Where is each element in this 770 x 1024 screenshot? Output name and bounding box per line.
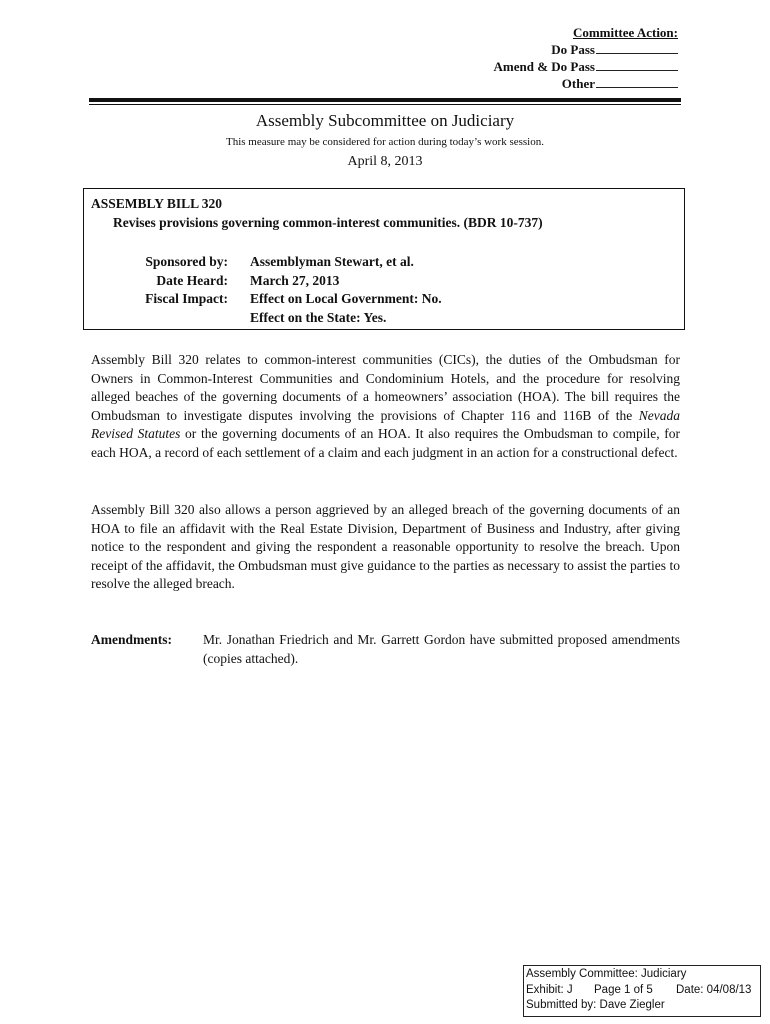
exhibit-date: Date: 04/08/13 [676, 983, 752, 996]
exhibit-info-row [526, 983, 760, 999]
bill-number: ASSEMBLY BILL 320 [91, 196, 223, 211]
date-heard-value: March 27, 2013 [250, 272, 340, 288]
fiscal-impact-label: Fiscal Impact: [145, 291, 228, 306]
work-session-note: This measure may be considered for action during today’s work session. [225, 136, 544, 148]
paragraph-text: Assembly Bill 320 relates to common-interest communities (CICs), the duties of the Ombudsman for Owners in Common-Interest Communities and Condominium Hotels, and the procedure for resolving alleged beaches of the governing documents of a homeowners’ association (HOA). The bill requires the Ombudsman to investigate disputes involving the provisions of Chapter 116 and 116B of the [91, 352, 680, 423]
committee-action-item [494, 41, 678, 58]
sponsor-label: Sponsored by: [145, 254, 228, 269]
header-divider-thick [89, 98, 681, 102]
amendments-text: Mr. Jonathan Friedrich and Mr. Garrett Gordon have submitted proposed amendments (copies attached). [203, 632, 680, 666]
sponsor-value: Assemblyman Stewart, et al. [250, 254, 414, 269]
fiscal-state-row [110, 309, 442, 328]
exhibit-page: Page 1 of 5 [594, 983, 653, 996]
committee-action-item [494, 75, 678, 92]
summary-paragraph-1 [91, 351, 680, 462]
bill-title: Revises provisions governing common-interest communities. (BDR 10-737) [113, 215, 543, 230]
sponsor-row [110, 253, 442, 272]
bill-summary-box [83, 188, 685, 330]
date-heard-label: Date Heard: [156, 272, 228, 288]
committee-action-title: Committee Action: [572, 25, 678, 40]
bill-details [110, 253, 442, 327]
hearing-date: April 8, 2013 [347, 154, 423, 169]
date-heard-row [110, 272, 442, 291]
committee-action-label: Amend & Do Pass [493, 59, 595, 74]
exhibit-submitted-by: Submitted by: Dave Ziegler [526, 999, 665, 1011]
committee-action-label: Other [561, 76, 595, 91]
fiscal-impact-row [110, 290, 442, 309]
fiscal-local-value: Effect on Local Government: No. [250, 291, 442, 306]
exhibit-stamp [523, 965, 761, 1017]
exhibit-letter: Exhibit: J [526, 983, 573, 996]
fiscal-spacer [110, 309, 228, 328]
exhibit-committee: Assembly Committee: Judiciary [526, 968, 687, 980]
summary-paragraph-2: Assembly Bill 320 also allows a person aggrieved by an alleged breach of the governing documents of an HOA to file an affidavit with the Real Estate Division, Department of Business and Industry, after giving notice to the respondent and giving the respondent a reasonable opportunity to resolve the breach. Upon receipt of the affidavit, the Ombudsman must give guidance to the parties as necessary to assist the parties to resolve the alleged breach. [91, 502, 680, 591]
signature-blank [596, 59, 678, 71]
header-divider-thin [89, 104, 681, 105]
fiscal-state-value: Effect on the State: Yes. [250, 309, 387, 325]
paragraph-text: or the governing documents of an HOA. It also requires the Ombudsman to compile, for each HOA, a record of each settlement of a claim and each judgment in an action for a constructional defect. [91, 426, 680, 460]
committee-action-block [494, 24, 678, 92]
committee-action-label: Do Pass [551, 42, 595, 57]
signature-blank [596, 42, 678, 54]
signature-blank [596, 76, 678, 88]
subcommittee-title: Assembly Subcommittee on Judiciary [255, 111, 515, 130]
amendments-label: Amendments: [91, 632, 172, 647]
committee-action-item [494, 58, 678, 75]
statute-citation: Nevada Revised Statutes [91, 407, 680, 441]
